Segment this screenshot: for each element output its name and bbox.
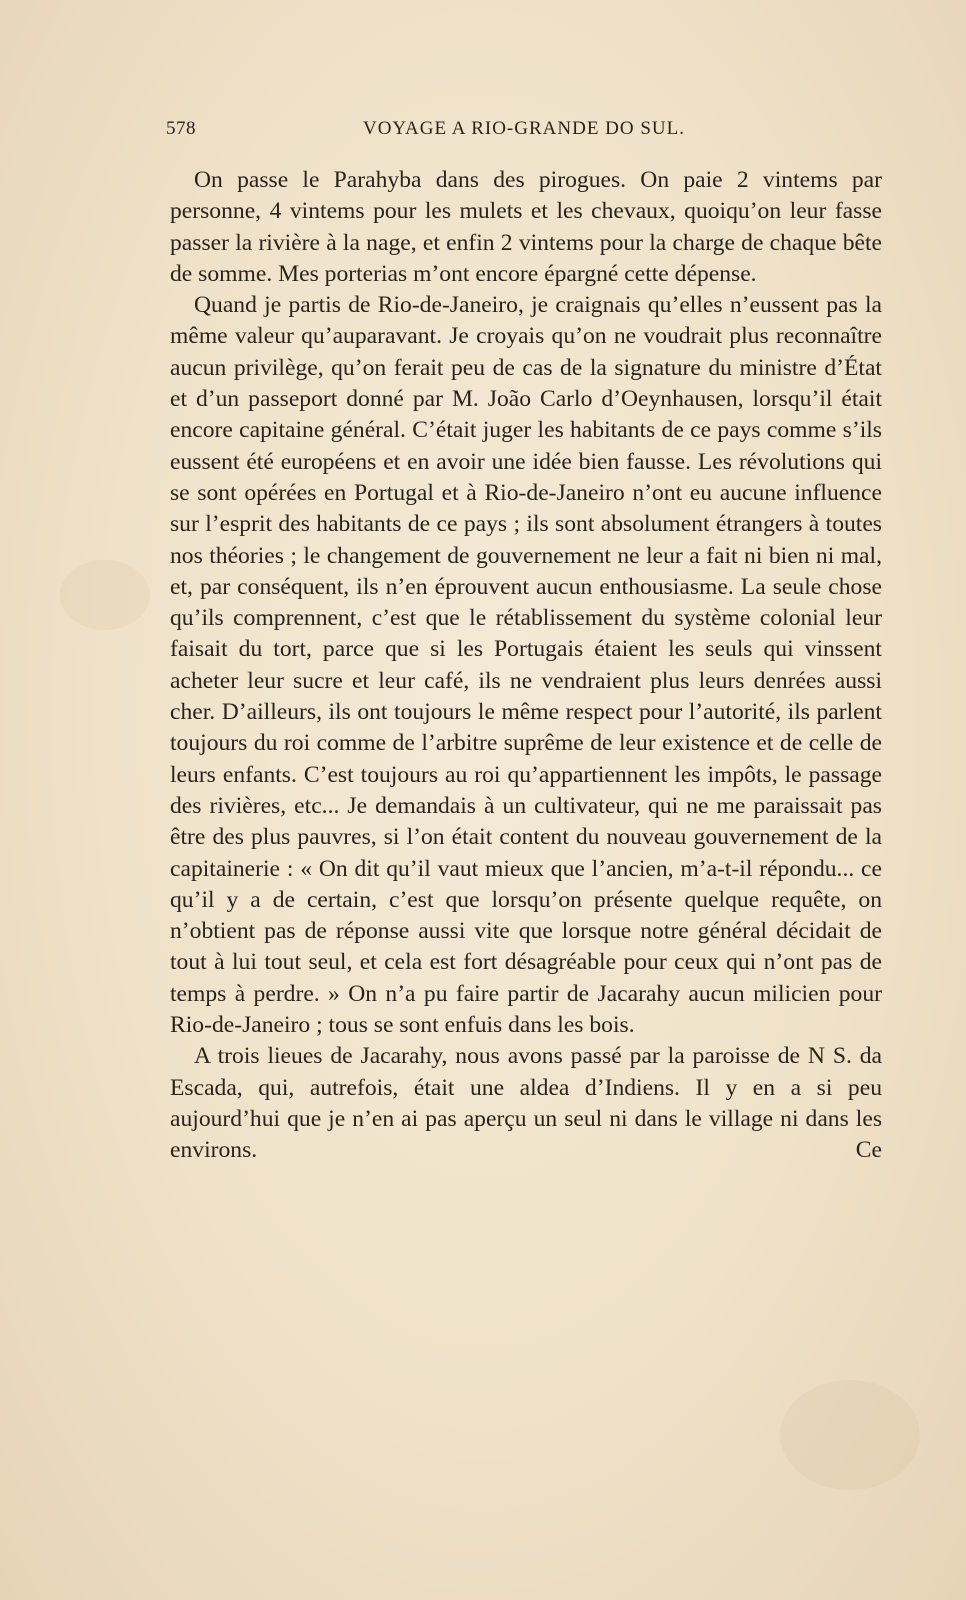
running-title: VOYAGE A RIO-GRANDE DO SUL. (362, 118, 686, 139)
paper-stain (60, 560, 150, 630)
paragraph: A trois lieues de Jacarahy, nous avons passé par la paroisse de N S. da Escada, qui, autrefois, était une aldea d’Indiens. Il y en a si peu aujourd’hui que je n’en ai pas aperçu un seul ni dans le village ni dans les environs. Ce (170, 1043, 882, 1164)
running-head (166, 118, 882, 146)
paper-stain (780, 1380, 920, 1490)
page-number: 578 (166, 118, 196, 139)
body-text (170, 165, 882, 1167)
paragraph: Quand je partis de Rio-de-Janeiro, je craignais qu’elles n’eussent pas la même valeur qu’auparavant. Je croyais qu’on ne voudrait plus reconnaître aucun privilège, qu’on ferait peu de cas de la signature du ministre d’État et d’un passeport donné par M. João Carlo d’Oeynhausen, lorsqu’il était encore capitaine général. C’était juger les habitants de ce pays comme s’ils eussent été européens et en avoir une idée bien fausse. Les révolutions qui se sont opérées en Portugal et à Rio-de-Janeiro n’ont eu aucune influence sur l’esprit des habitants de ce pays ; ils sont absolument étrangers à toutes nos théories ; le changement de gouvernement ne leur a fait ni bien ni mal, et, par conséquent, ils n’en éprouvent aucun enthousiasme. La seule chose qu’ils comprennent, c’est que le rétablissement du système colonial leur faisait du tort, parce que si les Portugais étaient les seuls qui vinssent acheter leur sucre et leur café, ils ne vendraient plus leurs denrées aussi cher. D’ailleurs, ils ont toujours le même respect pour l’autorité, ils parlent toujours du roi comme de l’arbitre suprême de leur existence et de celle de leurs enfants. C’est toujours au roi qu’appartiennent les impôts, le passage des rivières, etc... Je demandais à un cultivateur, qui ne me paraissait pas être des plus pauvres, si l’on était content du nouveau gouvernement de la capitainerie : « On dit qu’il vaut mieux que l’ancien, m’a-t-il répondu... ce qu’il y a de certain, c’est que lorsqu’on présente quelque requête, on n’obtient pas de réponse aussi vite que lorsque notre général décidait de tout à lui tout seul, et cela est fort désagréable pour ceux qui n’ont pas de temps à perdre. » On n’a pu faire partir de Jacarahy aucun milicien pour Rio-de-Janeiro ; tous se sont enfuis dans les bois. (170, 292, 882, 1039)
paragraph: On passe le Parahyba dans des pirogues. On paie 2 vintems par personne, 4 vintems pour les mulets et les chevaux, quoiqu’on leur fasse passer la rivière à la nage, et enfin 2 vintems pour la charge de chaque bête de somme. Mes porterias m’ont encore épargné cette dépense. (170, 167, 882, 287)
